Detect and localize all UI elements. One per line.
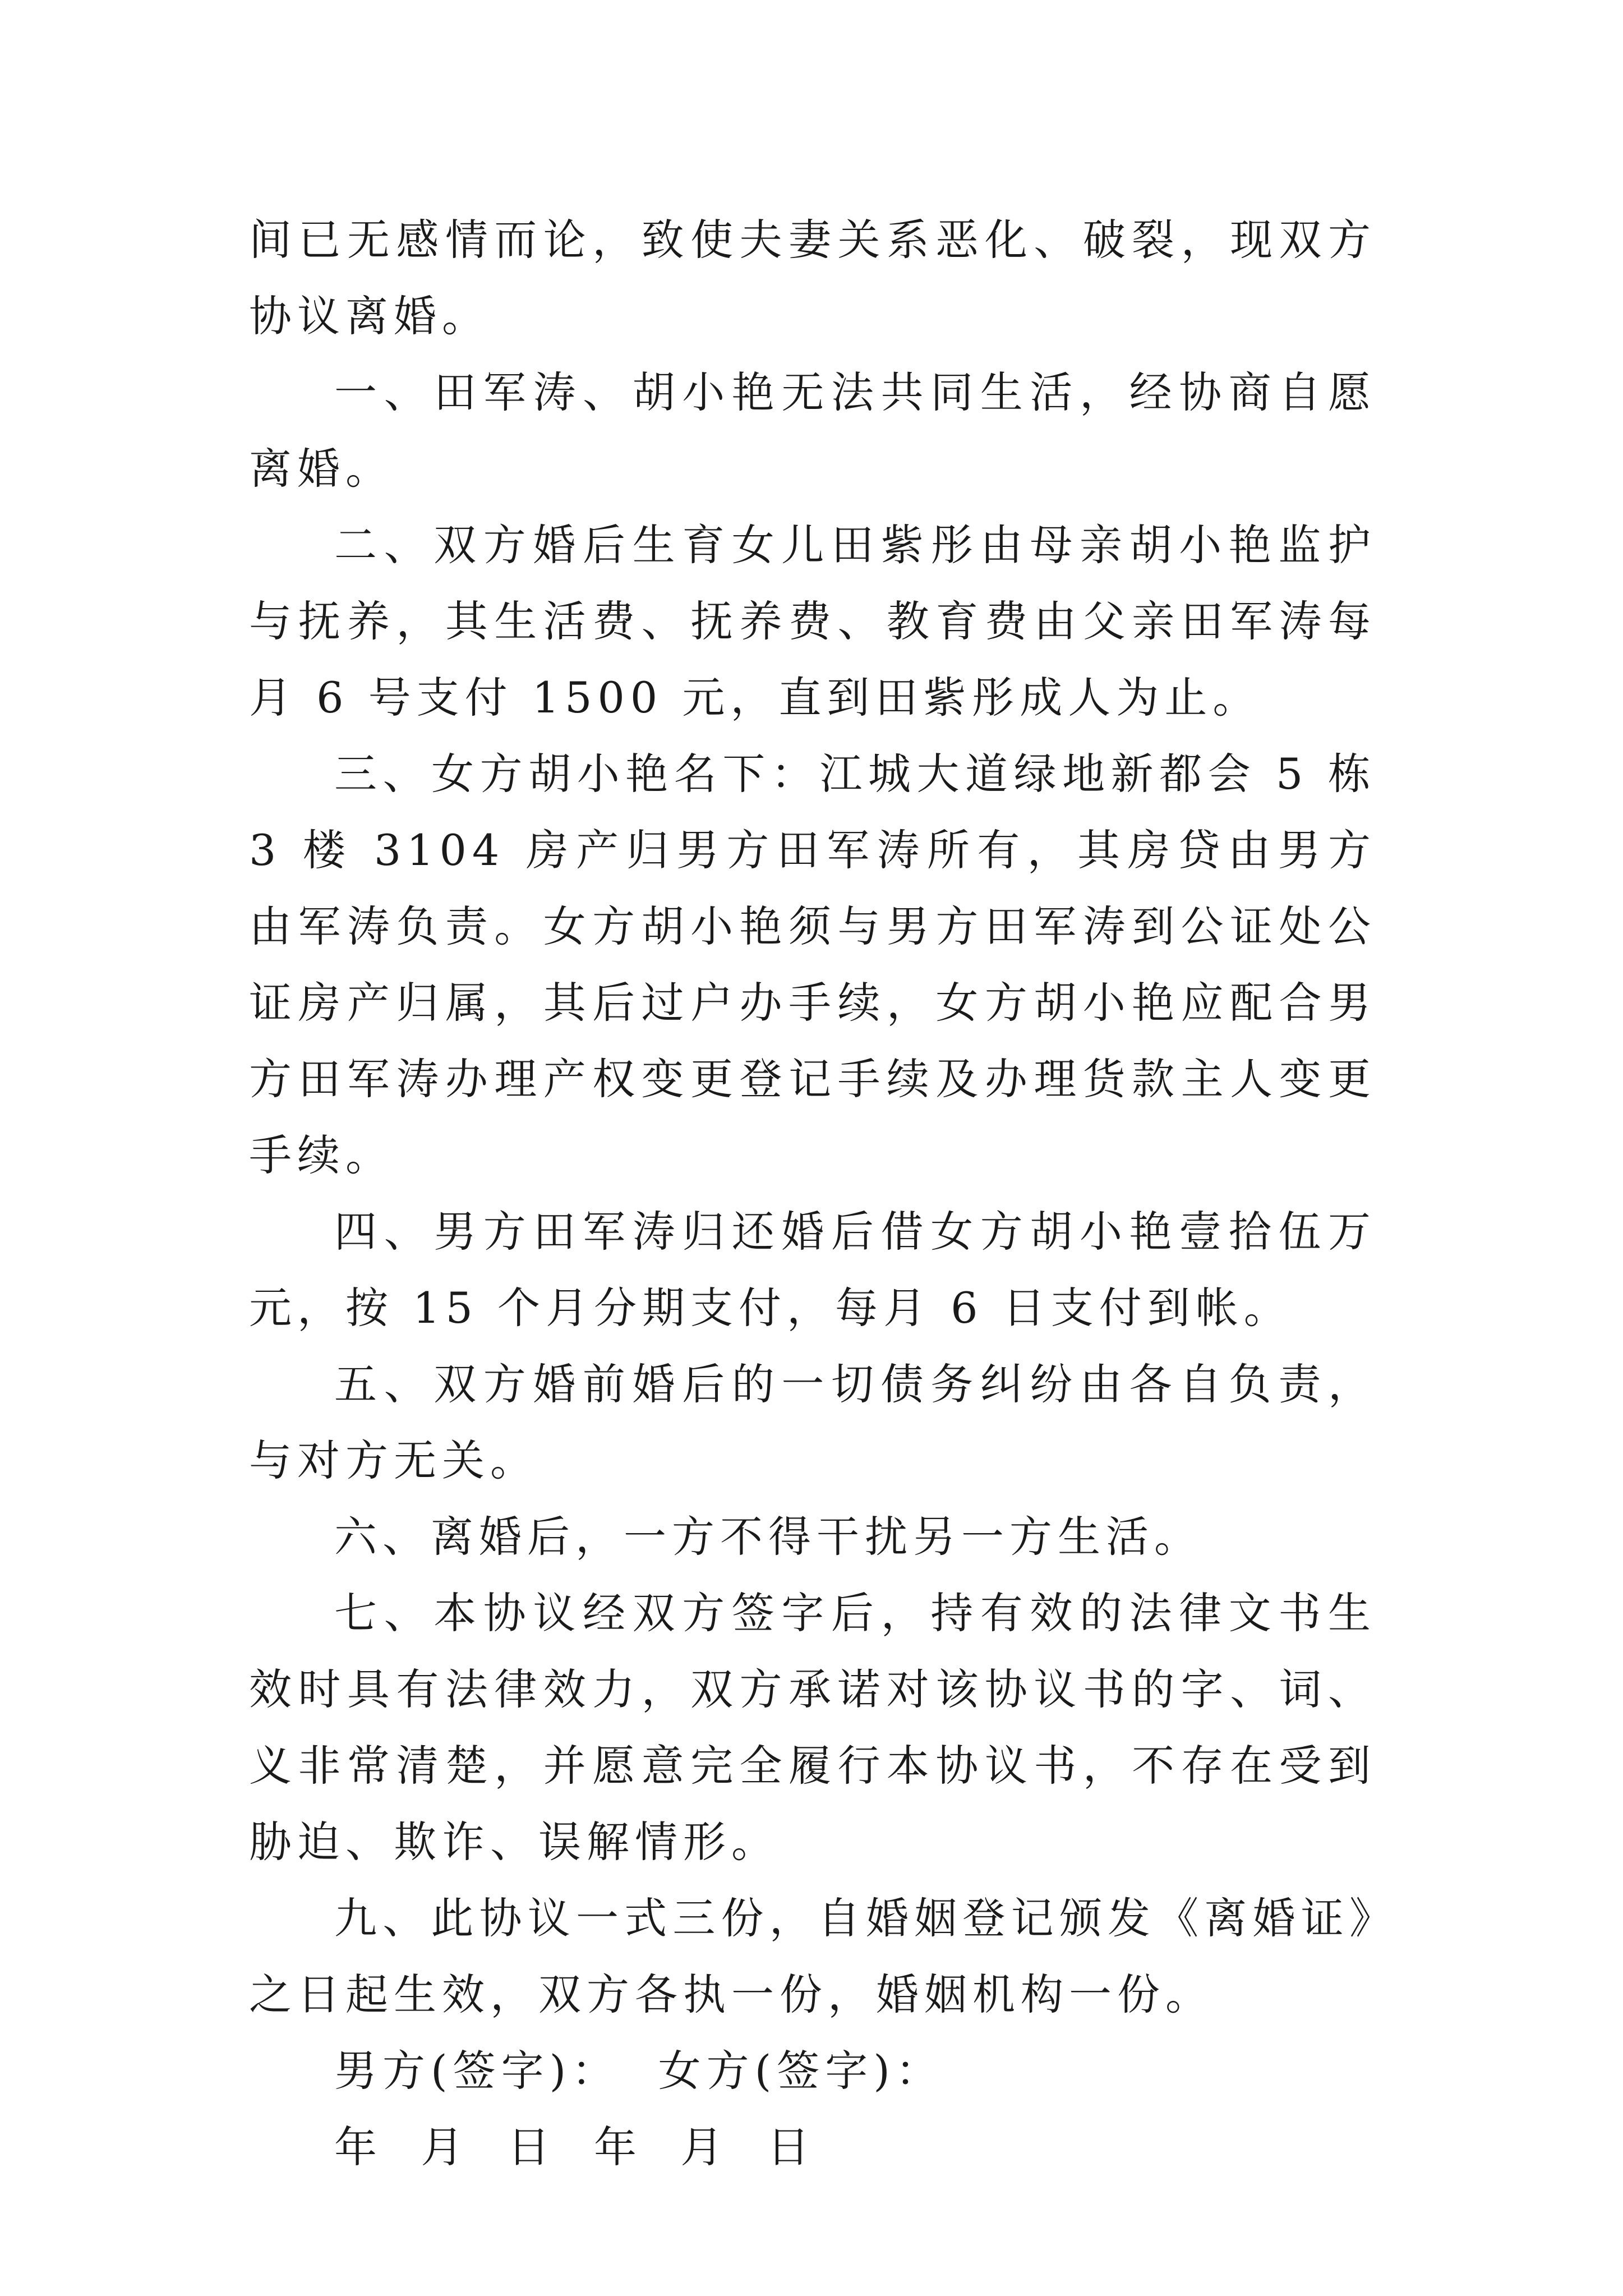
paragraph-clause-2: 二、双方婚后生育女儿田紫彤由母亲胡小艳监护与抚养，其生活费、抚养费、教育费由父亲田军涛每月 6 号支付 1500 元，直到田紫彤成人为止。	[249, 520, 1376, 723]
paragraph-intro: 间已无感情而论，致使夫妻关系恶化、破裂，现双方协议离婚。	[249, 215, 1376, 341]
paragraph-clause-3: 三、女方胡小艳名下：江城大道绿地新都会 5 栋 3 楼 3104 房产归男方田军涛所有，其房贷由男方由军涛负责。女方胡小艳须与男方田军涛到公证处公证房产归属，其后过户办手续，女方胡小艳应配合男方田军涛办理产权变更登记手续及办理货款主人变更手续。	[249, 749, 1376, 1180]
signature-line: 男方(签字)： 女方(签字)：	[334, 2046, 944, 2096]
paragraph-clause-5: 五、双方婚前婚后的一切债务纠纷由各自负责，与对方无关。	[249, 1359, 1376, 1485]
paragraph-clause-6: 六、离婚后，一方不得干扰另一方生活。	[334, 1512, 1202, 1562]
paragraph-clause-7: 七、本协议经双方签字后，持有效的法律文书生效时具有法律效力，双方承诺对该协议书的字、词、义非常清楚，并愿意完全履行本协议书，不存在受到胁迫、欺诈、误解情形。	[249, 1588, 1376, 1867]
paragraph-clause-9: 九、此协议一式三份，自婚姻登记颁发《离婚证》之日起生效，双方各执一份，婚姻机构一份。	[249, 1893, 1376, 2019]
agreement-body	[249, 202, 1376, 2185]
date-line: 年 月 日 年 月 日	[334, 2122, 815, 2172]
paragraph-clause-4: 四、男方田军涛归还婚后借女方胡小艳壹拾伍万元，按 15 个月分期支付，每月 6 日支付到帐。	[249, 1207, 1376, 1333]
paragraph-clause-1: 一、田军涛、胡小艳无法共同生活，经协商自愿离婚。	[249, 367, 1376, 494]
